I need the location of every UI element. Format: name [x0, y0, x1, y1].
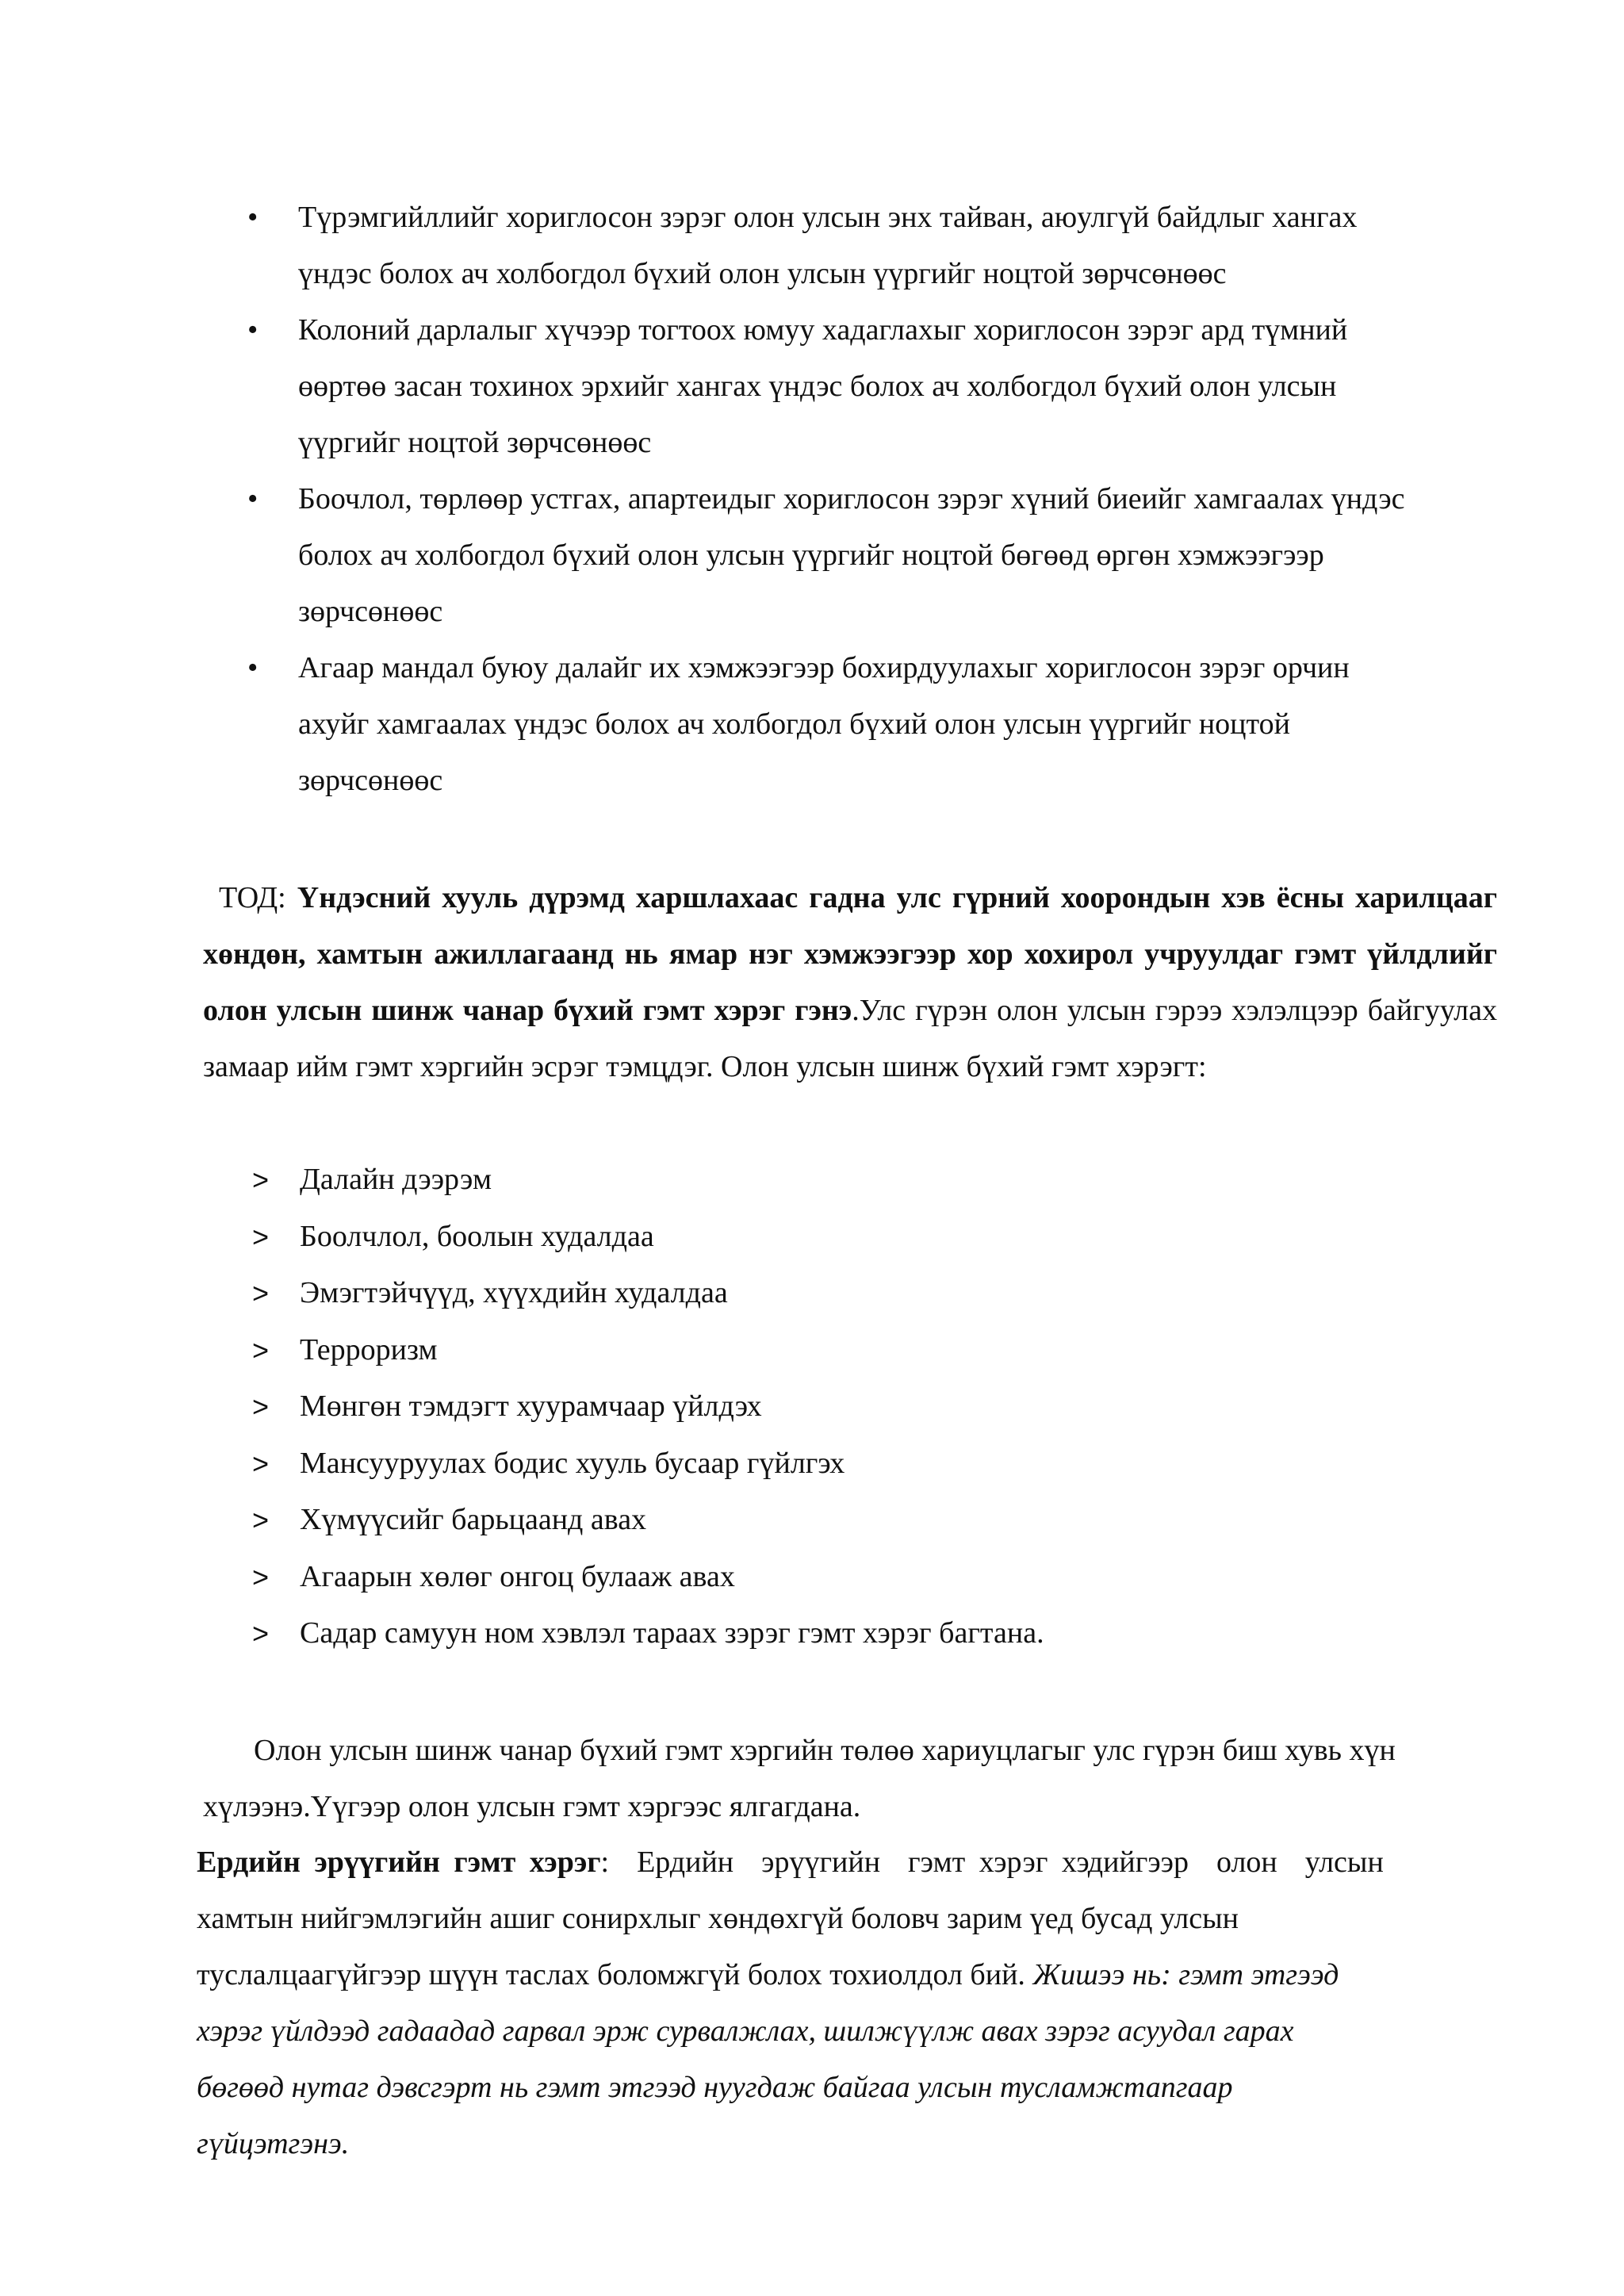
bullet-item	[247, 302, 1500, 471]
list-item	[252, 1322, 1489, 1379]
bullet-line: үүргийг ноцтой зөрчсөнөөс	[298, 426, 652, 459]
bullet-line: Колоний дарлалыг хүчээр тогтоох юмуу хадаглахыг хориглосон зэрэг ард түмний	[298, 313, 1348, 347]
arrow-icon: >	[252, 1220, 270, 1253]
list-item	[252, 1209, 1489, 1266]
bullet-item	[247, 640, 1500, 809]
list-item-text: Далайн дээрэм	[300, 1163, 492, 1196]
list-item-text: Терроризм	[300, 1332, 438, 1366]
bullet-line: Боочлол, төрлөөр устгах, апартеидыг хориглосон зэрэг хүний биеийг хамгаалах үндэс	[298, 482, 1405, 516]
paragraph-line: хамтын нийгэмлэгийн ашиг сонирхлыг хөндөхгүй боловч зарим үед бусад улсын	[197, 1902, 1239, 1935]
bullet-line: өөртөө засан тохинох эрхийг хангах үндэс болох ач холбогдол бүхий олон улсын	[298, 370, 1337, 403]
list-item	[252, 1492, 1489, 1549]
example-text: Жишээ нь: гэмт этгээд	[1032, 1958, 1339, 1991]
arrow-icon: >	[252, 1617, 270, 1650]
paragraph-line	[197, 2060, 1497, 2116]
bullet-line: үндэс болох ач холбогдол бүхий олон улсын үүргийг ноцтой зөрчсөнөөс	[298, 257, 1227, 290]
bullet-list	[247, 190, 1500, 809]
paragraph-line	[197, 1834, 1497, 1891]
heading-colon: :	[600, 1846, 610, 1879]
list-item-text: Мансууруулах бодис хууль бусаар гүйлгэх	[300, 1446, 845, 1480]
example-text: бөгөөд нутаг дэвсгэрт нь гэмт этгээд нуугдаж байгаа улсын тусламжтапгаар	[197, 2071, 1233, 2104]
responsibility-paragraph	[203, 1723, 1497, 1835]
arrow-icon: >	[252, 1390, 270, 1423]
crime-list	[252, 1152, 1489, 1662]
paragraph-line	[197, 1947, 1497, 2003]
arrow-icon: >	[252, 1504, 270, 1536]
example-text: гүйцэтгэнэ.	[197, 2127, 350, 2160]
list-item	[252, 1152, 1489, 1209]
bullet-item	[247, 471, 1500, 640]
bullet-item	[247, 190, 1500, 302]
list-item	[252, 1549, 1489, 1606]
ordinary-crime-heading: Ердийн эрүүгийн гэмт хэрэг	[197, 1846, 601, 1879]
bullet-line: болох ач холбогдол бүхий олон улсын үүргийг ноцтой бөгөөд өргөн хэмжээгээр	[298, 539, 1324, 572]
list-item-text: Хүмүүсийг барьцаанд авах	[300, 1503, 647, 1536]
list-item-text: Боолчлол, боолын худалдаа	[300, 1219, 654, 1253]
arrow-icon: >	[252, 1163, 270, 1196]
bullet-line: зөрчсөнөөс	[298, 764, 443, 797]
definition-paragraph	[203, 870, 1497, 1095]
bullet-line: Түрэмгийллийг хориглосон зэрэг олон улсын энх тайван, аюулгүй байдлыг хангах	[298, 201, 1358, 234]
bullet-marker: •	[247, 482, 259, 516]
bullet-line: ахуйг хамгаалах үндэс болох ач холбогдол бүхий олон улсын үүргийг ноцтой	[298, 707, 1290, 741]
paragraph-line	[197, 2116, 1497, 2172]
list-item-text: Садар самуун ном хэвлэл тараах зэрэг гэмт хэрэг багтана.	[300, 1616, 1044, 1650]
arrow-icon: >	[252, 1277, 270, 1309]
bullet-marker: •	[247, 651, 259, 684]
definition-rest-text: .Улс гүрэн олон улсын гэрээ хэлэлцээр байгуулах замаар ийм гэмт хэргийн эсрэг тэмцдэг. Олон улсын шинж бүхий гэмт хэрэгт:	[203, 994, 1497, 1083]
arrow-icon: >	[252, 1560, 270, 1593]
list-item-text: Агаарын хөлөг онгоц булааж авах	[300, 1559, 735, 1593]
arrow-icon: >	[252, 1333, 270, 1366]
bullet-line: Агаар мандал буюу далайг их хэмжээгээр бохирдуулахыг хориглосон зэрэг орчин	[298, 651, 1350, 684]
definition-label: ТОД:	[219, 881, 297, 914]
paragraph-line: хүлээнэ.Үүгээр олон улсын гэмт хэргээс ялгагдана.	[203, 1790, 861, 1823]
list-item	[252, 1435, 1489, 1493]
list-item	[252, 1265, 1489, 1322]
bullet-line: зөрчсөнөөс	[298, 595, 443, 628]
arrow-icon: >	[252, 1447, 270, 1480]
example-text: хэрэг үйлдээд гадаадад гарвал эрж сурвалжлах, шилжүүлж авах зэрэг асуудал гарах	[197, 2014, 1294, 2048]
list-item-text: Мөнгөн тэмдэгт хуурамчаар үйлдэх	[300, 1389, 762, 1423]
bullet-marker: •	[247, 313, 259, 347]
ordinary-crime-paragraph	[197, 1834, 1497, 2172]
paragraph-line: Олон улсын шинж чанар бүхий гэмт хэргийн төлөө хариуцлагыг улс гүрэн биш хувь хүн	[254, 1734, 1396, 1767]
paragraph-line	[197, 2003, 1497, 2060]
bullet-marker: •	[247, 201, 259, 234]
list-item-text: Эмэгтэйчүүд, хүүхдийн худалдаа	[300, 1276, 728, 1309]
definition-bold-text: Үндэсний хууль дүрэмд харшлахаас гадна улс гүрний хоорондын хэв ёсны харилцааг хөндөн, хамтын ажиллагаанд нь ямар нэг хэмжээгээр хор хохирол учруулдаг гэмт үйлдлийг олон улсын шинж чанар бүхий гэмт хэрэг гэнэ	[203, 881, 1497, 1027]
paragraph-text: туслалцаагүйгээр шүүн таслах боломжгүй болох тохиолдол бий.	[197, 1958, 1033, 1991]
paragraph-text: Ердийн эрүүгийн гэмт хэрэг хэдийгээр олон улсын	[609, 1846, 1384, 1879]
list-item	[252, 1605, 1489, 1662]
list-item	[252, 1378, 1489, 1435]
